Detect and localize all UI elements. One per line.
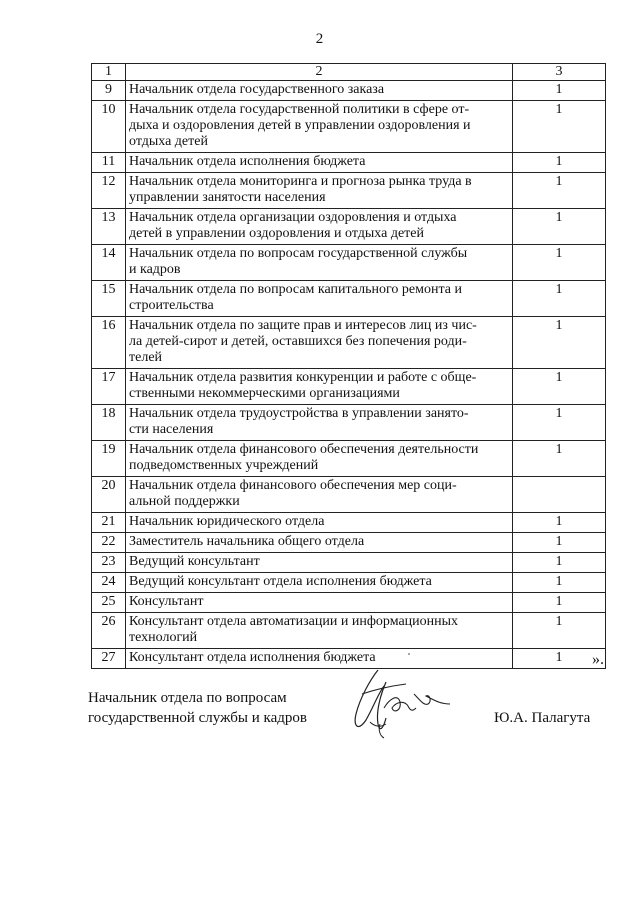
scan-dot	[408, 653, 410, 655]
count-cell: 1	[513, 369, 606, 405]
count-cell: 1	[513, 81, 606, 101]
count-cell: 1	[513, 649, 606, 669]
position-title-cell	[126, 477, 513, 513]
row-number-cell: 15	[92, 281, 126, 317]
position-title-cell	[126, 513, 513, 533]
position-title-line: Консультант отдела автоматизации и информационных	[129, 614, 459, 629]
position-title-line: дыха и оздоровления детей в управлении оздоровления и	[129, 118, 471, 133]
table-row	[92, 533, 606, 553]
count-cell	[513, 477, 606, 513]
table-row	[92, 477, 606, 513]
handwritten-signature	[340, 664, 460, 742]
table-row	[92, 441, 606, 477]
count-cell: 1	[513, 153, 606, 173]
table-row	[92, 173, 606, 209]
signer-name: Ю.А. Палагута	[494, 710, 591, 726]
header-cell-count: 3	[513, 64, 606, 81]
row-number-cell: 25	[92, 593, 126, 613]
position-title-line: Начальник отдела по вопросам капитального ремонта и	[129, 282, 462, 297]
signer-title	[88, 688, 307, 728]
row-number-cell: 27	[92, 649, 126, 669]
position-title-line: Начальник отдела мониторинга и прогноза рынка труда в	[129, 174, 472, 189]
position-title-cell	[126, 553, 513, 573]
row-number-cell: 20	[92, 477, 126, 513]
row-number-cell: 17	[92, 369, 126, 405]
position-title-cell	[126, 209, 513, 245]
row-number-cell: 18	[92, 405, 126, 441]
count-cell: 1	[513, 317, 606, 369]
position-title-line: Консультант	[129, 594, 204, 609]
position-title-line: сти населения	[129, 422, 214, 437]
row-number-cell: 14	[92, 245, 126, 281]
table-row	[92, 369, 606, 405]
row-number-cell: 21	[92, 513, 126, 533]
header-cell-number: 1	[92, 64, 126, 81]
table-row	[92, 553, 606, 573]
position-title-line: Начальник отдела финансового обеспечения мер соци-	[129, 478, 457, 493]
position-title-cell	[126, 281, 513, 317]
count-cell: 1	[513, 573, 606, 593]
position-title-line: Начальник юридического отдела	[129, 514, 325, 529]
table-header-row	[92, 64, 606, 81]
position-title-line: Консультант отдела исполнения бюджета	[129, 650, 376, 665]
row-number-cell: 16	[92, 317, 126, 369]
row-number-cell: 24	[92, 573, 126, 593]
position-title-cell	[126, 441, 513, 477]
position-title-cell	[126, 533, 513, 553]
position-title-cell	[126, 81, 513, 101]
position-title-line: Начальник отдела по вопросам государственной службы	[129, 246, 468, 261]
row-number-cell: 26	[92, 613, 126, 649]
row-number-cell: 22	[92, 533, 126, 553]
position-title-line: Начальник отдела по защите прав и интересов лиц из чис-	[129, 318, 477, 333]
count-cell: 1	[513, 405, 606, 441]
count-cell: 1	[513, 513, 606, 533]
row-number-cell: 9	[92, 81, 126, 101]
count-cell: 1	[513, 593, 606, 613]
table-row	[92, 405, 606, 441]
position-title-cell	[126, 369, 513, 405]
positions-table	[91, 63, 606, 669]
position-title-cell	[126, 613, 513, 649]
row-number-cell: 10	[92, 101, 126, 153]
position-title-line: Начальник отдела государственной политики в сфере от-	[129, 102, 470, 117]
position-title-line: Начальник отдела финансового обеспечения деятельности	[129, 442, 479, 457]
position-title-line: и кадров	[129, 262, 181, 277]
row-number-cell: 11	[92, 153, 126, 173]
position-title-line: Начальник отдела развития конкуренции и работе с обще-	[129, 370, 477, 385]
position-title-line: отдыха детей	[129, 134, 208, 149]
position-title-cell	[126, 317, 513, 369]
table-row	[92, 613, 606, 649]
position-title-cell	[126, 405, 513, 441]
position-title-line: альной поддержки	[129, 494, 240, 509]
table-row	[92, 513, 606, 533]
table-row	[92, 153, 606, 173]
count-cell: 1	[513, 441, 606, 477]
table-row	[92, 245, 606, 281]
position-title-line: телей	[129, 350, 163, 365]
position-title-cell	[126, 245, 513, 281]
table-row	[92, 281, 606, 317]
table-body	[92, 64, 606, 669]
signer-title-line: Начальник отдела по вопросам	[88, 690, 287, 706]
row-number-cell: 23	[92, 553, 126, 573]
position-title-line: подведомственных учреждений	[129, 458, 319, 473]
count-cell: 1	[513, 613, 606, 649]
count-cell: 1	[513, 533, 606, 553]
row-number-cell: 12	[92, 173, 126, 209]
row-number-cell: 19	[92, 441, 126, 477]
table-row	[92, 593, 606, 613]
position-title-line: Начальник отдела трудоустройства в управлении занято-	[129, 406, 469, 421]
position-title-cell	[126, 101, 513, 153]
position-title-cell	[126, 173, 513, 209]
closing-quote-mark: ».	[592, 651, 604, 668]
position-title-line: Ведущий консультант	[129, 554, 260, 569]
position-title-line: детей в управлении оздоровления и отдыха детей	[129, 226, 424, 241]
position-title-line: Заместитель начальника общего отдела	[129, 534, 365, 549]
page-number: 2	[315, 31, 324, 47]
table-row	[92, 573, 606, 593]
position-title-line: технологий	[129, 630, 198, 645]
table-row	[92, 81, 606, 101]
position-title-line: Начальник отдела организации оздоровления и отдыха	[129, 210, 457, 225]
table-row	[92, 209, 606, 245]
position-title-line: ла детей-сирот и детей, оставшихся без попечения роди-	[129, 334, 467, 349]
count-cell: 1	[513, 281, 606, 317]
header-cell-position: 2	[126, 64, 513, 81]
count-cell: 1	[513, 209, 606, 245]
position-title-line: Начальник отдела государственного заказа	[129, 82, 385, 97]
count-cell: 1	[513, 245, 606, 281]
position-title-line: ственными некоммерческими организациями	[129, 386, 400, 401]
position-title-line: Начальник отдела исполнения бюджета	[129, 154, 366, 169]
position-title-cell	[126, 573, 513, 593]
count-cell: 1	[513, 173, 606, 209]
position-title-line: Ведущий консультант отдела исполнения бюджета	[129, 574, 432, 589]
position-title-line: управлении занятости населения	[129, 190, 326, 205]
count-cell: 1	[513, 553, 606, 573]
signer-title-line: государственной службы и кадров	[88, 710, 307, 726]
count-cell: 1	[513, 101, 606, 153]
position-title-line: строительства	[129, 298, 214, 313]
position-title-cell	[126, 593, 513, 613]
row-number-cell: 13	[92, 209, 126, 245]
position-title-cell	[126, 153, 513, 173]
table-row	[92, 317, 606, 369]
table-row	[92, 101, 606, 153]
